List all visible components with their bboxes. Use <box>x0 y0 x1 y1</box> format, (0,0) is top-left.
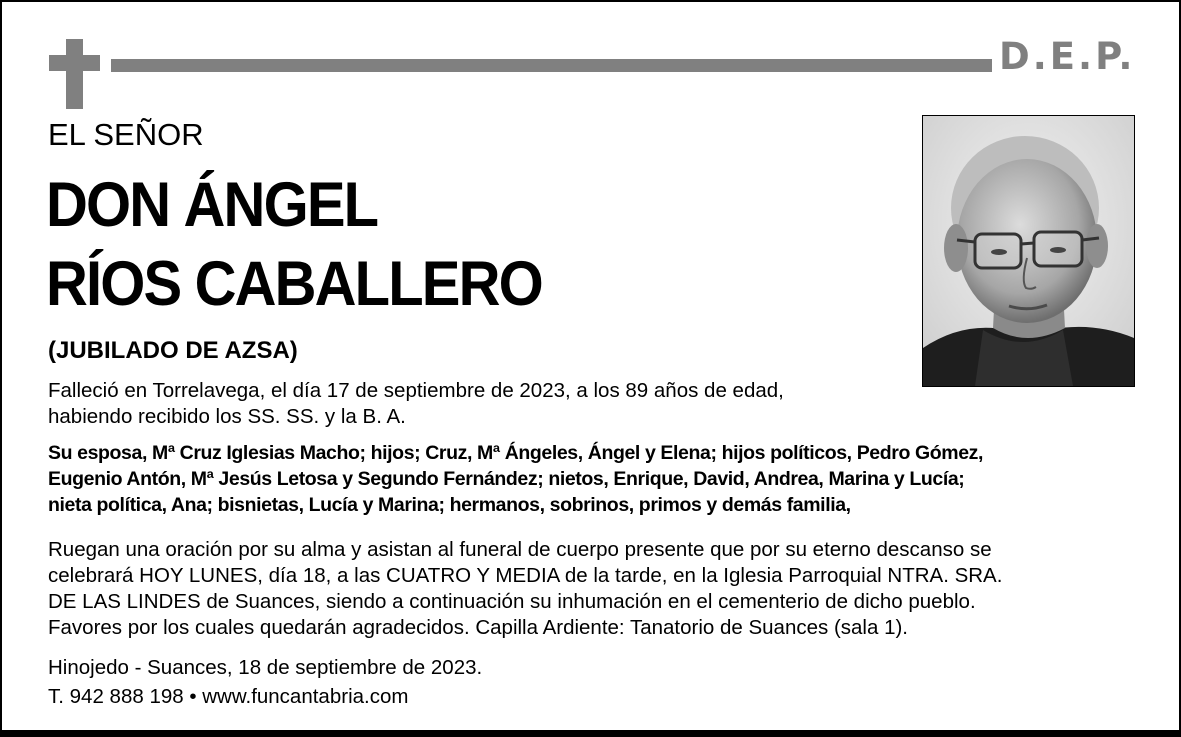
cross-icon <box>66 39 83 109</box>
contact-info: T. 942 888 198 • www.funcantabria.com <box>48 685 409 708</box>
occupation-note: (JUBILADO DE AZSA) <box>48 337 298 364</box>
honorific-title: EL SEÑOR <box>48 117 204 152</box>
cross-icon-bar <box>49 55 100 71</box>
funeral-line: Favores por los cuales quedarán agradecidos. Capilla Ardiente: Tanatorio de Suances (sala 1). <box>48 616 908 639</box>
family-line: Su esposa, Mª Cruz Iglesias Macho; hijos; Cruz, Mª Ángeles, Ángel y Elena; hijos políticos, Pedro Gómez, <box>48 442 984 464</box>
death-notice-line: habiendo recibido los SS. SS. y la B. A. <box>48 405 406 428</box>
portrait-illustration <box>923 116 1134 386</box>
funeral-line: celebrará HOY LUNES, día 18, a las CUATRO Y MEDIA de la tarde, en la Iglesia Parroquial NTRA. SRA. <box>48 564 1003 587</box>
family-line: Eugenio Antón, Mª Jesús Letosa y Segundo Fernández; nietos, Enrique, David, Andrea, Marina y Lucía; <box>48 468 965 490</box>
deceased-name-line-2: RÍOS CABALLERO <box>46 249 542 319</box>
deceased-name-line-1: DON ÁNGEL <box>46 170 378 240</box>
family-line: nieta política, Ana; bisnietas, Lucía y Marina; hermanos, sobrinos, primos y demás familia, <box>48 494 851 516</box>
portrait-photo <box>922 115 1135 387</box>
death-notice-line: Falleció en Torrelavega, el día 17 de septiembre de 2023, a los 89 años de edad, <box>48 379 784 402</box>
funeral-line: DE LAS LINDES de Suances, siendo a continuación su inhumación en el cementerio de dicho pueblo. <box>48 590 976 613</box>
funeral-details <box>48 537 1002 641</box>
dep-mark: D.E.P. <box>999 35 1136 78</box>
place-date: Hinojedo - Suances, 18 de septiembre de 2023. <box>48 656 483 679</box>
funeral-line: Ruegan una oración por su alma y asistan al funeral de cuerpo presente que por su eterno descanso se <box>48 538 992 561</box>
family-list <box>48 440 983 518</box>
header-rule <box>111 59 992 72</box>
death-notice <box>48 378 784 430</box>
